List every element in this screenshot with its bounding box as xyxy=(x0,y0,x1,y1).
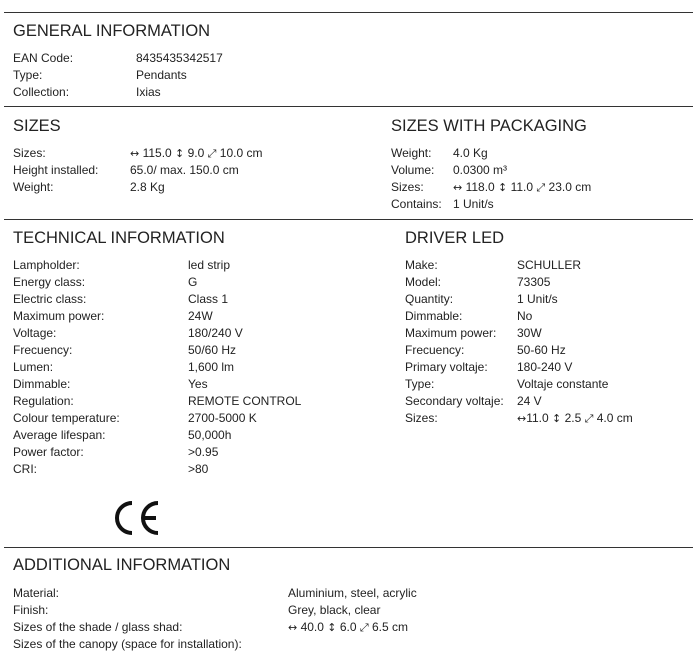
width-arrow-icon: ↔ xyxy=(453,181,463,194)
info-value: 1,600 lm xyxy=(188,360,235,374)
size-height: 6.0 xyxy=(336,620,360,634)
info-value: 1 Unit/s xyxy=(453,197,494,211)
size-depth: 23.0 cm xyxy=(545,180,592,194)
info-label: Voltage: xyxy=(13,326,57,340)
info-value: REMOTE CONTROL xyxy=(188,394,302,408)
info-label: Frecuency: xyxy=(405,343,465,357)
info-label: Frecuency: xyxy=(13,343,73,357)
info-label: Regulation: xyxy=(13,394,74,408)
additional-section-title: ADDITIONAL INFORMATION xyxy=(13,556,231,574)
info-label: Dimmable: xyxy=(405,309,463,323)
depth-arrow-icon: ⤢ xyxy=(584,412,594,425)
info-label: CRI: xyxy=(13,462,37,476)
info-value: Yes xyxy=(188,377,208,391)
height-arrow-icon: ↕ xyxy=(552,412,562,425)
info-label: Lampholder: xyxy=(13,258,80,272)
info-label: Average lifespan: xyxy=(13,428,106,442)
info-label: Lumen: xyxy=(13,360,54,374)
info-value: Voltaje constante xyxy=(517,377,609,391)
info-label: Electric class: xyxy=(13,292,87,306)
info-label: Sizes: xyxy=(391,180,424,194)
info-label: Maximum power: xyxy=(405,326,497,340)
info-value: 180-240 V xyxy=(517,360,573,374)
info-value: 73305 xyxy=(517,275,551,289)
ce-mark-icon xyxy=(112,498,162,538)
info-label: Type: xyxy=(13,68,43,82)
divider xyxy=(4,547,693,548)
size-width: 115.0 xyxy=(142,146,176,160)
width-arrow-icon: ↔ xyxy=(288,621,298,634)
info-label: Model: xyxy=(405,275,442,289)
driver-section-title: DRIVER LED xyxy=(405,229,505,247)
info-label: Type: xyxy=(405,377,435,391)
technical-section-title: TECHNICAL INFORMATION xyxy=(13,229,225,247)
info-value: 24W xyxy=(188,309,213,323)
info-label: Secondary voltaje: xyxy=(405,394,504,408)
info-value xyxy=(288,619,408,636)
info-label: Sizes of the canopy (space for installation): xyxy=(13,637,242,651)
info-value: >80 xyxy=(188,462,209,476)
width-arrow-icon: ↔ xyxy=(517,412,527,425)
info-value xyxy=(517,410,633,427)
info-value: 24 V xyxy=(517,394,542,408)
depth-arrow-icon: ⤢ xyxy=(536,181,546,194)
size-height: 2.5 xyxy=(561,411,585,425)
height-arrow-icon: ↕ xyxy=(498,181,508,194)
info-label: Sizes: xyxy=(405,411,438,425)
info-value: 180/240 V xyxy=(188,326,243,340)
size-height: 9.0 xyxy=(184,146,208,160)
info-label: Weight: xyxy=(13,180,54,194)
info-value: Ixias xyxy=(136,85,161,99)
info-value: Grey, black, clear xyxy=(288,603,381,617)
info-label: Dimmable: xyxy=(13,377,71,391)
info-label: Collection: xyxy=(13,85,70,99)
info-value: 50/60 Hz xyxy=(188,343,237,357)
height-arrow-icon: ↕ xyxy=(175,147,185,160)
info-label: Sizes: xyxy=(13,146,46,160)
size-depth: 10.0 cm xyxy=(216,146,263,160)
info-label: Power factor: xyxy=(13,445,84,459)
info-label: Colour temperature: xyxy=(13,411,120,425)
info-value: Pendants xyxy=(136,68,187,82)
info-value: 4.0 Kg xyxy=(453,146,488,160)
depth-arrow-icon: ⤢ xyxy=(359,621,369,634)
info-value: Class 1 xyxy=(188,292,229,306)
info-value: led strip xyxy=(188,258,231,272)
info-label: Quantity: xyxy=(405,292,454,306)
size-depth: 4.0 cm xyxy=(593,411,633,425)
info-label: Finish: xyxy=(13,603,49,617)
info-value: 2.8 Kg xyxy=(130,180,165,194)
info-value: 65.0/ max. 150.0 cm xyxy=(130,163,239,177)
size-height: 11.0 xyxy=(507,180,537,194)
size-depth: 6.5 cm xyxy=(368,620,409,634)
info-value: No xyxy=(517,309,533,323)
info-value: 50-60 Hz xyxy=(517,343,566,357)
info-label: Material: xyxy=(13,586,60,600)
info-value: 8435435342517 xyxy=(136,51,223,65)
info-value: G xyxy=(188,275,198,289)
info-label: Energy class: xyxy=(13,275,86,289)
info-value: SCHULLER xyxy=(517,258,582,272)
divider xyxy=(4,106,693,107)
depth-arrow-icon: ⤢ xyxy=(207,147,217,160)
info-value: 1 Unit/s xyxy=(517,292,558,306)
info-value: 0.0300 m³ xyxy=(453,163,508,177)
info-label: Sizes of the shade / glass shad: xyxy=(13,620,183,634)
info-label: Contains: xyxy=(391,197,442,211)
info-value: 30W xyxy=(517,326,542,340)
divider xyxy=(4,219,693,220)
sizes-section-title: SIZES xyxy=(13,117,61,135)
height-arrow-icon: ↕ xyxy=(327,621,337,634)
general-section-title: GENERAL INFORMATION xyxy=(13,22,211,40)
info-label: Weight: xyxy=(391,146,432,160)
info-value: 2700-5000 K xyxy=(188,411,257,425)
info-value: Aluminium, steel, acrylic xyxy=(288,586,417,600)
info-value xyxy=(130,145,262,162)
info-value xyxy=(453,179,591,196)
info-label: Height installed: xyxy=(13,163,99,177)
size-width: 11.0 xyxy=(526,411,553,425)
info-label: Primary voltaje: xyxy=(405,360,488,374)
info-value: >0.95 xyxy=(188,445,219,459)
info-label: EAN Code: xyxy=(13,51,74,65)
size-width: 40.0 xyxy=(300,620,328,634)
size-width: 118.0 xyxy=(465,180,499,194)
info-value: 50,000h xyxy=(188,428,232,442)
divider xyxy=(4,12,693,13)
info-label: Maximum power: xyxy=(13,309,105,323)
info-label: Make: xyxy=(405,258,438,272)
packaging-section-title: SIZES WITH PACKAGING xyxy=(391,117,587,135)
width-arrow-icon: ↔ xyxy=(130,147,140,160)
info-label: Volume: xyxy=(391,163,435,177)
